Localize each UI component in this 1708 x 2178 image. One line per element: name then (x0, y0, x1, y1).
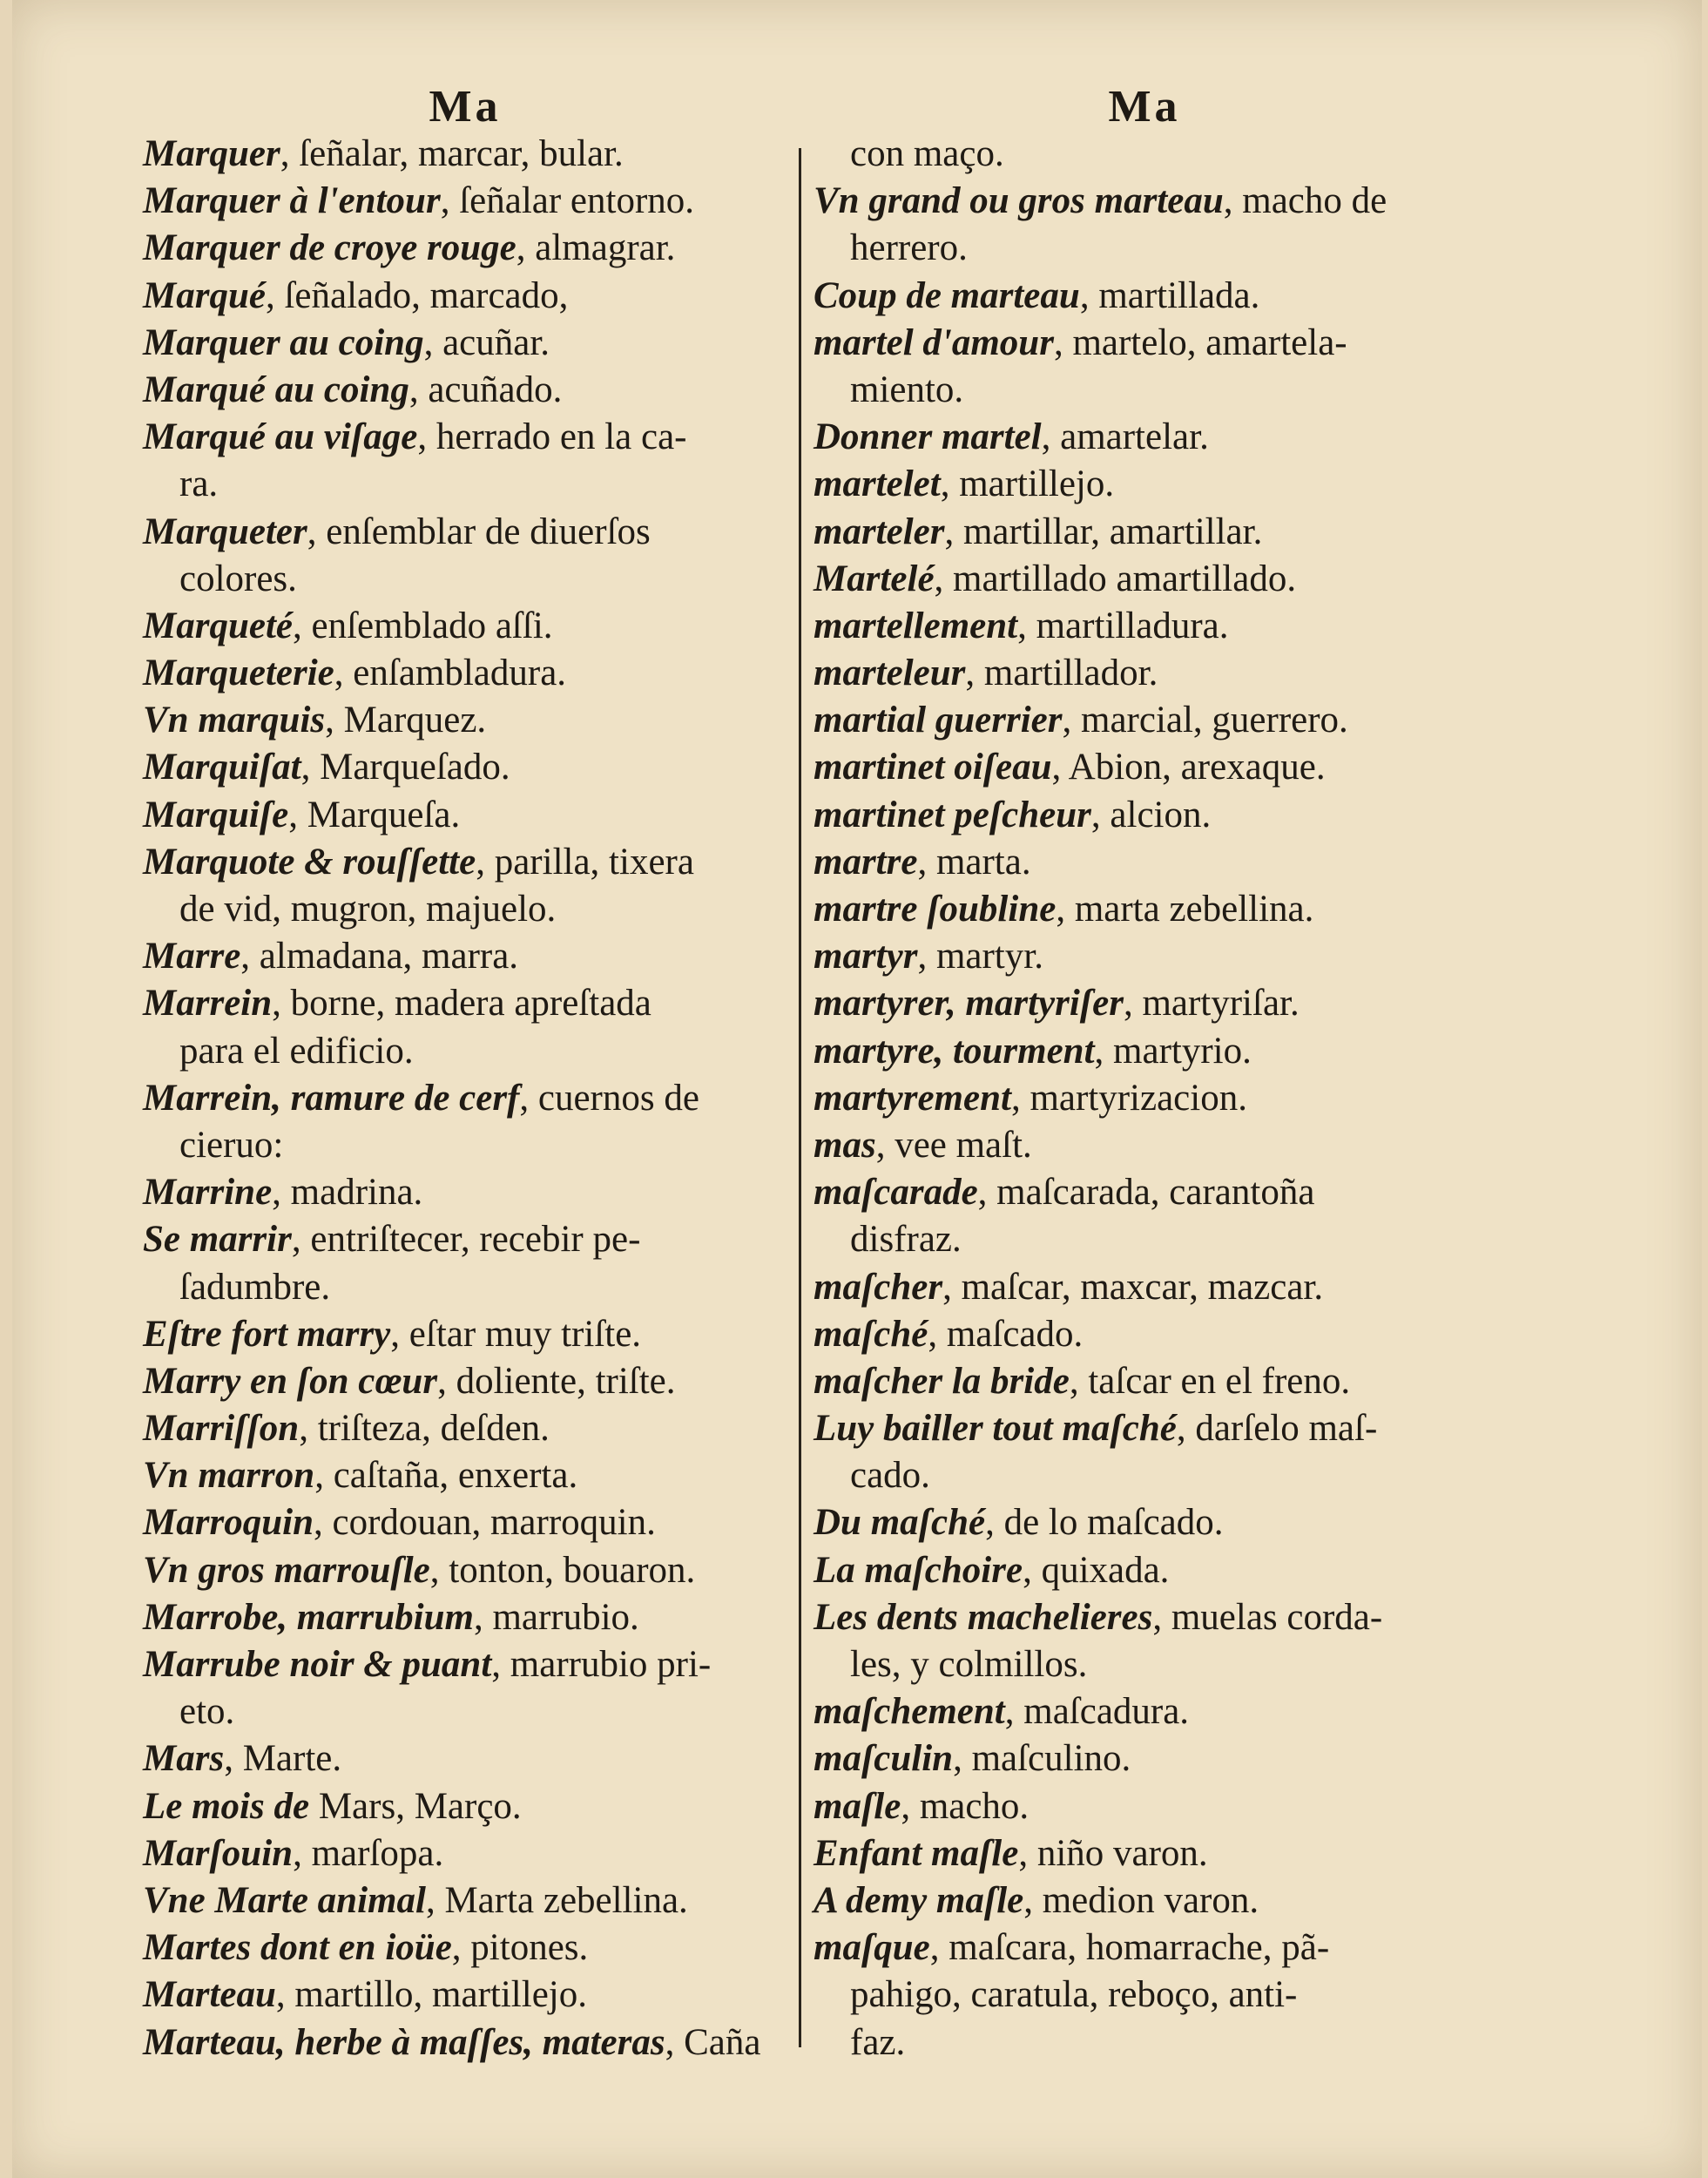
headword: maſcher la bride (813, 1360, 1070, 1402)
dictionary-line (813, 744, 1475, 791)
headword: martinet oiſeau (813, 747, 1052, 788)
definition: , muelas corda- (1152, 1596, 1383, 1638)
headword: marteler (813, 511, 945, 552)
headword: mas (813, 1124, 876, 1166)
dictionary-line (813, 1122, 1475, 1169)
dictionary-line (143, 1169, 787, 1216)
definition: faz. (850, 2021, 906, 2063)
dictionary-line (813, 461, 1475, 508)
headword: Marrine (143, 1172, 273, 1214)
headword: Vn gros marrouſle (143, 1549, 430, 1591)
definition: para el edificio. (179, 1030, 414, 1072)
headword: Marrobe, marrubium (143, 1596, 474, 1638)
definition: , maſcarada, carantoña (977, 1172, 1315, 1214)
definition: , martelo, amartela- (1053, 321, 1347, 363)
definition: , acuñar. (423, 321, 550, 363)
dictionary-line (143, 1688, 787, 1735)
dictionary-line (143, 1830, 787, 1877)
dictionary-line (813, 933, 1475, 980)
headword: martinet peſcheur (813, 794, 1091, 835)
definition: les, y colmillos. (850, 1644, 1088, 1685)
dictionary-line (143, 1216, 787, 1263)
definition: , doliente, triſte. (437, 1360, 676, 1402)
definition: eto. (179, 1691, 235, 1733)
headword: Marry en ſon cœur (143, 1360, 438, 1402)
dictionary-line (143, 1594, 787, 1641)
definition: , Marte. (224, 1738, 342, 1780)
definition: , taſcar en el freno. (1069, 1360, 1351, 1402)
dictionary-line (813, 1264, 1475, 1311)
dictionary-line (143, 792, 787, 839)
dictionary-line (813, 320, 1475, 367)
definition: , martillada. (1079, 274, 1260, 316)
headword: Martes dont en ioüe (143, 1927, 452, 1969)
dictionary-line (813, 886, 1475, 933)
headword: Marquiſat (143, 747, 301, 788)
definition: , marta zebellina. (1056, 889, 1314, 930)
dictionary-line (143, 603, 787, 650)
dictionary-line (143, 839, 787, 886)
headword: Luy bailler tout maſché (813, 1408, 1177, 1450)
dictionary-line (813, 1452, 1475, 1499)
definition: , martillador. (965, 653, 1158, 694)
headword: Se marrir (143, 1219, 292, 1261)
dictionary-line (813, 556, 1475, 603)
running-head-right: Ma (1108, 82, 1181, 132)
definition: , parilla, tixera (476, 841, 694, 883)
dictionary-line (813, 1972, 1475, 2019)
headword: Mars (143, 1738, 225, 1780)
definition: herrero. (850, 227, 968, 269)
headword: Marre (143, 936, 241, 977)
dictionary-line (143, 1735, 787, 1782)
definition: miento. (850, 369, 964, 410)
definition: , maſcara, homarrache, pã- (929, 1927, 1330, 1969)
dictionary-line (813, 1877, 1475, 1924)
dictionary-line (813, 225, 1475, 272)
definition: , enſemblado aſſi. (293, 605, 553, 646)
dictionary-line (143, 414, 787, 461)
headword: A demy maſle (813, 1879, 1024, 1921)
definition: , ſeñalado, marcado, (265, 274, 569, 316)
definition: Mars, Março. (309, 1785, 522, 1827)
definition: colores. (179, 558, 297, 599)
dictionary-line (813, 1830, 1475, 1877)
headword: Marrein, ramure de cerf (143, 1077, 520, 1119)
definition: , caſtaña, enxerta. (314, 1455, 578, 1497)
dictionary-line (813, 1499, 1475, 1546)
dictionary-line (143, 1452, 787, 1499)
definition: de vid, mugron, majuelo. (179, 889, 557, 930)
definition: , niño varon. (1018, 1832, 1208, 1874)
headword: maſculin (813, 1738, 954, 1780)
headword: Donner martel (813, 416, 1042, 458)
left-entries (143, 131, 787, 2066)
headword: maſcher (813, 1266, 943, 1308)
headword: Marqué au coing (143, 369, 409, 410)
dictionary-line (143, 1641, 787, 1688)
definition: , macho de (1223, 180, 1387, 222)
definition: , Marquez. (325, 700, 487, 741)
definition: , martillo, martillejo. (275, 1974, 587, 2016)
definition: , marrubio pri- (491, 1644, 712, 1685)
dictionary-line (143, 320, 787, 367)
definition: , madrina. (272, 1172, 423, 1214)
dictionary-line (813, 273, 1475, 320)
dictionary-line (143, 509, 787, 556)
headword: maſchement (813, 1691, 1005, 1733)
definition: ſadumbre. (179, 1266, 331, 1308)
headword: Marqué (143, 274, 266, 316)
dictionary-line (813, 1688, 1475, 1735)
headword: Le mois de (143, 1785, 310, 1827)
definition: cado. (850, 1455, 930, 1497)
dictionary-line (813, 1783, 1475, 1830)
running-head-left: Ma (429, 82, 502, 132)
definition: , martyr. (917, 936, 1043, 977)
definition: , tonton, bouaron. (429, 1549, 696, 1591)
headword: Marroquin (143, 1502, 314, 1544)
right-column (813, 84, 1475, 2066)
headword: Marrein (143, 983, 273, 1025)
headword: martyre, tourment (813, 1030, 1095, 1072)
definition: , Caña (665, 2021, 761, 2063)
dictionary-line (813, 697, 1475, 744)
dictionary-line (143, 744, 787, 791)
definition: , martillejo. (940, 463, 1115, 505)
dictionary-line (143, 1877, 787, 1924)
definition: , triſteza, deſden. (299, 1408, 550, 1450)
definition: cieruo: (179, 1124, 284, 1166)
headword: Marrube noir & puant (143, 1644, 492, 1685)
dictionary-line (143, 367, 787, 414)
dictionary-line (813, 1641, 1475, 1688)
dictionary-line (813, 1358, 1475, 1405)
definition: , marta. (917, 841, 1031, 883)
dictionary-line (143, 1972, 787, 2019)
headword: Eſtre fort marry (143, 1313, 391, 1355)
dictionary-line (813, 1075, 1475, 1122)
definition: , darſelo maſ- (1176, 1408, 1378, 1450)
dictionary-line (813, 1311, 1475, 1358)
headword: marteleur (813, 653, 966, 694)
dictionary-line (143, 886, 787, 933)
definition: , Marta zebellina. (425, 1879, 688, 1921)
column-rule (799, 148, 801, 2047)
definition: , Abion, arexaque. (1051, 747, 1326, 788)
definition: , martyriſar. (1123, 983, 1300, 1025)
dictionary-line (143, 273, 787, 320)
dictionary-line (813, 131, 1475, 178)
definition: pahigo, caratula, reboço, anti- (850, 1974, 1298, 2016)
dictionary-line (143, 933, 787, 980)
dictionary-line (143, 1264, 787, 1311)
headword: Marqueté (143, 605, 293, 646)
headword: Vn grand ou gros marteau (813, 180, 1224, 222)
dictionary-line (813, 603, 1475, 650)
definition: , maſcado. (928, 1313, 1084, 1355)
dictionary-line (813, 1924, 1475, 1972)
definition: , medion varon. (1023, 1879, 1259, 1921)
headword: maſque (813, 1927, 930, 1969)
dictionary-line (813, 367, 1475, 414)
left-column (143, 84, 787, 2066)
dictionary-line (813, 178, 1475, 225)
definition: , de lo maſcado. (985, 1502, 1224, 1544)
definition: , Marqueſado. (300, 747, 510, 788)
dictionary-line (813, 980, 1475, 1027)
headword: Les dents machelieres (813, 1596, 1153, 1638)
headword: martyrer, martyriſer (813, 983, 1124, 1025)
definition: , almagrar. (516, 227, 676, 269)
dictionary-line (143, 1499, 787, 1546)
book-page (12, 0, 1702, 2178)
dictionary-line (143, 1405, 787, 1452)
definition: , cordouan, marroquin. (313, 1502, 656, 1544)
definition: , cuernos de (519, 1077, 699, 1119)
dictionary-line (813, 1735, 1475, 1782)
definition: , eſtar muy triſte. (390, 1313, 642, 1355)
headword: martellement (813, 605, 1018, 646)
dictionary-line (143, 1358, 787, 1405)
definition: , herrado en la ca- (417, 416, 687, 458)
headword: Vn marron (143, 1455, 315, 1497)
definition: , maſcadura. (1004, 1691, 1190, 1733)
dictionary-line (143, 1311, 787, 1358)
dictionary-line (143, 556, 787, 603)
definition: , marcial, guerrero. (1062, 700, 1348, 741)
dictionary-line (143, 980, 787, 1027)
dictionary-line (813, 1547, 1475, 1594)
definition: , almadana, marra. (240, 936, 519, 977)
headword: maſcarade (813, 1172, 978, 1214)
definition: , amartelar. (1041, 416, 1209, 458)
dictionary-line (143, 1783, 787, 1830)
dictionary-line (813, 1216, 1475, 1263)
definition: , martyrio. (1094, 1030, 1252, 1072)
headword: martre (813, 841, 918, 883)
definition: , enſemblar de diuerſos (307, 511, 651, 552)
dictionary-line (813, 414, 1475, 461)
definition: , vee maſt. (875, 1124, 1032, 1166)
dictionary-line (143, 1924, 787, 1972)
headword: Marquer à l'entour (143, 180, 441, 222)
headword: martyrement (813, 1077, 1011, 1119)
headword: martre ſoubline (813, 889, 1057, 930)
headword: Marquiſe (143, 794, 289, 835)
definition: , borne, madera apreſtada (272, 983, 651, 1025)
definition: , Marqueſa. (288, 794, 461, 835)
definition: ra. (179, 463, 219, 505)
dictionary-line (143, 1075, 787, 1122)
right-entries (813, 131, 1475, 2066)
dictionary-line (143, 650, 787, 697)
headword: Vn marquis (143, 700, 326, 741)
definition: , martillar, amartillar. (944, 511, 1263, 552)
dictionary-line (143, 178, 787, 225)
dictionary-line (143, 1547, 787, 1594)
definition: , acuñado. (408, 369, 563, 410)
dictionary-line (813, 1594, 1475, 1641)
dictionary-line (143, 697, 787, 744)
dictionary-line (143, 225, 787, 272)
dictionary-line (813, 2019, 1475, 2066)
headword: Marquote & rouſſette (143, 841, 476, 883)
headword: maſché (813, 1313, 928, 1355)
headword: Marquer au coing (143, 321, 424, 363)
definition: , marſopa. (293, 1832, 444, 1874)
headword: Vne Marte animal (143, 1879, 426, 1921)
headword: Marquer (143, 133, 280, 174)
definition: , martilladura. (1017, 605, 1229, 646)
definition: , ſeñalar entorno. (440, 180, 695, 222)
definition: , maſculino. (953, 1738, 1131, 1780)
headword: Enfant maſle (813, 1832, 1019, 1874)
headword: Marteau, herbe à maſſes, materas (143, 2021, 665, 2063)
dictionary-line (813, 1028, 1475, 1075)
headword: Coup de marteau (813, 274, 1080, 316)
dictionary-line (813, 1169, 1475, 1216)
definition: , ſeñalar, marcar, bular. (280, 133, 624, 174)
definition: disfraz. (850, 1219, 962, 1261)
headword: Marqué au viſage (143, 416, 418, 458)
dictionary-line (813, 1405, 1475, 1452)
headword: Du maſché (813, 1502, 986, 1544)
definition: , alcion. (1090, 794, 1212, 835)
dictionary-line (143, 2019, 787, 2066)
headword: La maſchoire (813, 1549, 1023, 1591)
definition: , enſambladura. (334, 653, 567, 694)
headword: Marqueter (143, 511, 307, 552)
dictionary-line (813, 650, 1475, 697)
definition: , marrubio. (473, 1596, 639, 1638)
dictionary-line (143, 1122, 787, 1169)
headword: Marquer de croye rouge (143, 227, 516, 269)
dictionary-line (143, 131, 787, 178)
dictionary-line (143, 1028, 787, 1075)
headword: martel d'amour (813, 321, 1054, 363)
definition: , martillado amartillado. (934, 558, 1297, 599)
headword: maſle (813, 1785, 901, 1827)
dictionary-line (143, 461, 787, 508)
headword: martelet (813, 463, 941, 505)
definition: , maſcar, maxcar, mazcar. (942, 1266, 1324, 1308)
definition: , quixada. (1023, 1549, 1170, 1591)
headword: Martelé (813, 558, 935, 599)
headword: Marqueterie (143, 653, 334, 694)
headword: martyr (813, 936, 918, 977)
headword: martial guerrier (813, 700, 1063, 741)
definition: con maço. (850, 133, 1004, 174)
definition: , martyrizacion. (1010, 1077, 1247, 1119)
definition: , pitones. (451, 1927, 589, 1969)
headword: Marſouin (143, 1832, 294, 1874)
definition: , macho. (901, 1785, 1030, 1827)
headword: Marteau (143, 1974, 276, 2016)
definition: , entriſtecer, recebir pe- (291, 1219, 641, 1261)
dictionary-line (813, 509, 1475, 556)
dictionary-line (813, 792, 1475, 839)
headword: Marriſſon (143, 1408, 300, 1450)
dictionary-line (813, 839, 1475, 886)
